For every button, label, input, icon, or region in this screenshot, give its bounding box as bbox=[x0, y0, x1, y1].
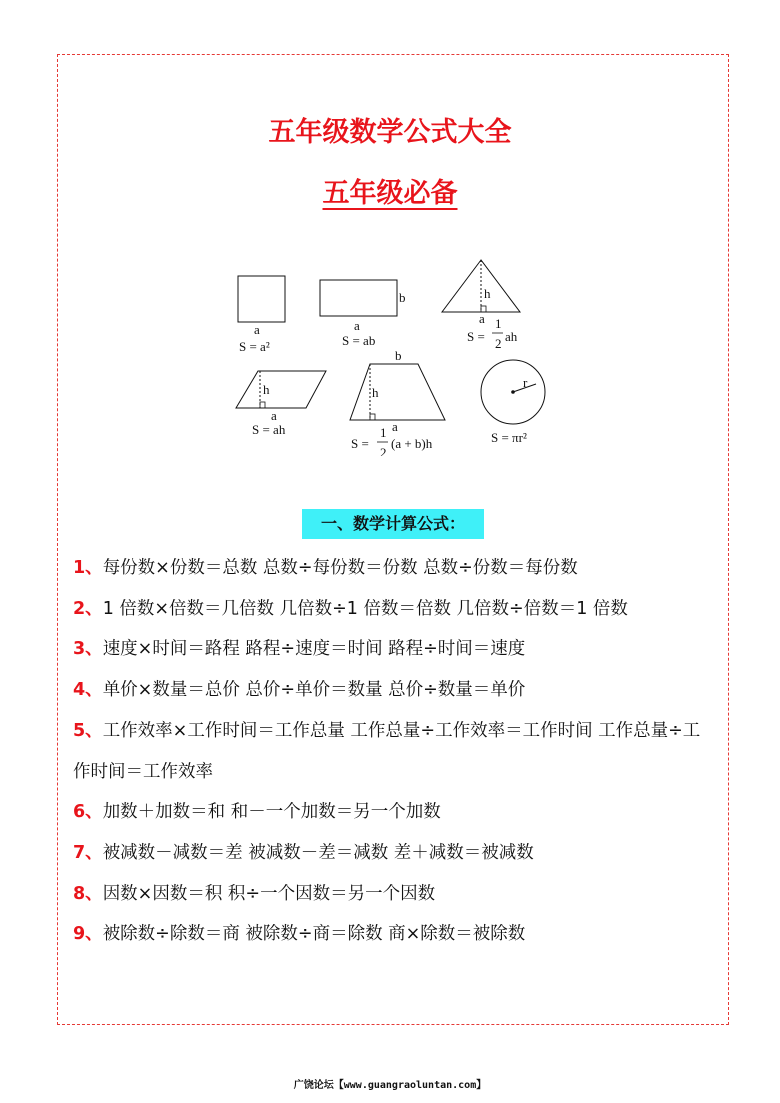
formula-number: 4、 bbox=[73, 680, 103, 701]
trapezoid-frac-den: 2 bbox=[380, 445, 387, 456]
formula-number: 6、 bbox=[73, 802, 103, 823]
area-formula-figures bbox=[220, 256, 560, 456]
formula-number: 7、 bbox=[73, 842, 103, 863]
triangle-height-label: h bbox=[484, 286, 491, 301]
formula-item bbox=[73, 629, 713, 670]
trapezoid-top-label: b bbox=[395, 348, 402, 363]
formula-text: 被除数÷除数＝商 被除数÷商＝除数 商×除数＝被除数 bbox=[102, 924, 526, 945]
formula-text: 1 倍数×倍数＝几倍数 几倍数÷1 倍数＝倍数 几倍数÷倍数＝1 倍数 bbox=[102, 598, 628, 619]
formula-number: 8、 bbox=[73, 883, 103, 904]
formula-text: 单价×数量＝总价 总价÷单价＝数量 总价÷数量＝单价 bbox=[102, 680, 526, 701]
section-heading: 一、数学计算公式： bbox=[302, 509, 484, 539]
formula-text: 每份数×份数＝总数 总数÷每份数＝份数 总数÷份数＝每份数 bbox=[102, 558, 578, 578]
formula-text: 被减数－减数＝差 被减数－差＝减数 差＋减数＝被减数 bbox=[102, 842, 534, 863]
formula-item bbox=[73, 589, 713, 630]
formula-number: 5、 bbox=[73, 720, 103, 741]
rectangle-formula: S = ab bbox=[342, 333, 376, 348]
trapezoid-formula-prefix: S = bbox=[351, 436, 369, 451]
trapezoid-formula-suffix: (a + b)h bbox=[391, 436, 433, 451]
parallelogram-figure bbox=[236, 371, 326, 437]
formula-item bbox=[73, 874, 713, 915]
circle-formula: S = πr² bbox=[491, 430, 527, 445]
rectangle-figure bbox=[320, 280, 406, 348]
formula-number: 9、 bbox=[73, 924, 103, 945]
triangle-formula-suffix: ah bbox=[505, 329, 518, 344]
formula-text: 速度×时间＝路程 路程÷速度＝时间 路程÷时间＝速度 bbox=[102, 639, 526, 660]
rectangle-base-label: a bbox=[354, 318, 360, 333]
trapezoid-base-label: a bbox=[392, 419, 398, 434]
formula-number: 3、 bbox=[73, 639, 103, 660]
page-subtitle: 五年级必备 bbox=[322, 178, 458, 209]
trapezoid-frac-num: 1 bbox=[380, 425, 387, 440]
square-formula: S = a² bbox=[239, 339, 270, 354]
triangle-frac-den: 2 bbox=[495, 336, 502, 351]
triangle-base-label: a bbox=[479, 311, 485, 326]
formula-item bbox=[73, 548, 713, 589]
formula-text: 加数＋加数＝和 和－一个加数＝另一个加数 bbox=[102, 802, 441, 823]
rectangle-height-label: b bbox=[399, 290, 406, 305]
parallelogram-base-label: a bbox=[271, 408, 277, 423]
triangle-formula-prefix: S = bbox=[467, 329, 485, 344]
trapezoid-height-label: h bbox=[372, 385, 379, 400]
formula-text: 工作效率×工作时间＝工作总量 工作总量÷工作效率＝工作时间 工作总量÷工作时间＝工作效率 bbox=[73, 720, 701, 782]
circle-figure bbox=[481, 360, 545, 445]
triangle-figure bbox=[442, 260, 520, 351]
formula-item bbox=[73, 792, 713, 833]
formula-item bbox=[73, 914, 713, 955]
page-title: 五年级数学公式大全 bbox=[268, 117, 512, 148]
triangle-frac-num: 1 bbox=[495, 316, 502, 331]
footer-source: 广饶论坛【www.guangraoluntan.com】 bbox=[293, 1080, 487, 1091]
parallelogram-height-label: h bbox=[263, 382, 270, 397]
trapezoid-figure bbox=[350, 348, 445, 456]
circle-radius-label: r bbox=[523, 375, 528, 390]
formula-item bbox=[73, 670, 713, 711]
parallelogram-formula: S = ah bbox=[252, 422, 286, 437]
formula-text: 因数×因数＝积 积÷一个因数＝另一个因数 bbox=[102, 883, 436, 904]
square-figure bbox=[238, 276, 285, 354]
formula-number: 2、 bbox=[73, 598, 103, 619]
square-side-label: a bbox=[254, 322, 260, 337]
formula-number: 1、 bbox=[73, 558, 103, 578]
formula-list bbox=[73, 548, 713, 955]
formula-item bbox=[73, 711, 713, 792]
formula-item bbox=[73, 833, 713, 874]
